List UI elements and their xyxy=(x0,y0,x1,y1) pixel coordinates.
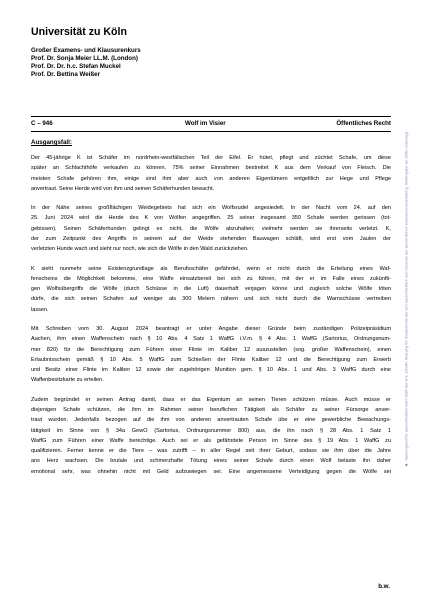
professor-name: Prof. Dr. Sonja Meier LL.M. (London) xyxy=(31,55,138,63)
text-line: ans Herz wachsen. Die brutale und schmerzhafte Tötung eines seiner Schafe durch einen Wolf belaste ihn daher xyxy=(31,458,391,465)
text-line: Mit Schreiben vom 30. August 2024 beantragt er unter Angabe dieser Gründe beim zuständigen Polizeipräsidium xyxy=(31,326,391,333)
course-name: Großer Examens- und Klausurenkurs xyxy=(31,47,141,54)
paragraph xyxy=(31,153,391,194)
header-rule-bottom xyxy=(31,131,391,132)
header-rule-top xyxy=(31,116,391,117)
text-line: Erlaubnisschein gemäß § 10 Abs. 5 WaffG zum Schießen der Flinte Kaliber 12 und die Berechtigung zum Erwerb xyxy=(31,356,391,363)
case-code: C – 946 xyxy=(31,120,53,127)
paragraph xyxy=(31,324,391,386)
side-notice xyxy=(400,32,412,566)
text-line: In der Nähe seines großflächigen Weidegebiets hat sich ein Wolfsrudel angesiedelt. In der Nacht vom 24. auf den xyxy=(31,205,391,212)
text-line: der zum Zeitpunkt des Angriffs in seinem auf der Weide stehenden Bauwagen schläft, wird erst vom Jaulen der xyxy=(31,235,391,242)
text-line: WaffG zum Führen einer Waffe berechtige. Auch sei er als gefährdete Person im Sinne des § 19 Abs. 1 WaffG zu xyxy=(31,437,391,444)
section-title: Ausgangsfall: xyxy=(31,139,72,146)
turn-page-note: b.w. xyxy=(378,583,390,590)
text-line: gen Wolfsübergriffs die Wölfe (durch Schüsse in die Luft) dauerhaft verjagen könne und zugleich solche Wölfe töten xyxy=(31,286,391,293)
case-title: Wolf im Visier xyxy=(185,120,226,127)
text-line: K sieht nunmehr seine Existenzgrundlage als Berufsschäfer gefährdet, wenn er nicht durch die Erteilung eines Waf- xyxy=(31,265,391,272)
side-notice-text-wrap xyxy=(404,131,409,467)
text-line: Aachen, ihm einen Waffenschein nach § 10 Abs. 4 Satz 1 WaffG i.V.m. § 4 Abs. 1 WaffG (Sartorius, Ordnungsnum- xyxy=(31,336,391,343)
usage-rights-notice: Nutzungsrechte ausschließlich beim SBR der Uni. Erteilte Nutzung für Studierende der Uni ausschließlich zum Zwecke der persönlichen Examensvorbereitung. Weitergabe an Dritte untersagt. xyxy=(403,131,409,461)
case-text xyxy=(31,153,391,486)
text-line: traut wurden. Jedenfalls bezogen auf die ihm von anderen anvertrauten Schafe übe er eine gewerbliche Bewachungs- xyxy=(31,417,391,424)
text-line: und Besitz einer Flinte im Kaliber 12 sowie der zugehörigen Munition gem. § 10 Abs. 1 und Abs. 3 WaffG durch eine xyxy=(31,367,391,374)
text-line: 25. Juni 2024 wird die Herde des K von Wölfen angegriffen. 25 seiner insgesamt 350 Schafe werden gerissen (tot- xyxy=(31,215,391,222)
text-line: tätigkeit im Sinne von § 34a GewO (Sartorius, Ordnungsnummer 800) aus, die ihn nach § 28 Abs. 1 Satz 1 xyxy=(31,427,391,434)
text-line: Zudem begründet er seinen Antrag damit, dass er das Eigentum an seinen Tieren schützen müsse. Auch müsse er xyxy=(31,396,391,403)
text-line: lassen. xyxy=(31,306,49,313)
text-line: Waffenbesitzkarte zu erteilen. xyxy=(31,377,104,384)
course-staff-list xyxy=(31,47,141,79)
text-line: qualifizieren. Ferner kenne er die Tiere – was zutrifft – in aller Regel seit ihrer Geburt, sodass sie ihm über die Jahre xyxy=(31,448,391,454)
text-line: mer 820) für die Berechtigung zum Führen einer Flinte im Kaliber 12 auszustellen (sog. großer Waffenschein), einen xyxy=(31,346,391,353)
text-line: gebissen). Seinen Schäferhunden gelingt es nicht, die Wölfe abzuhalten; vielmehr werden sie ihrerseits verletzt. K, xyxy=(31,225,391,232)
paragraph xyxy=(31,203,391,254)
arrow-left-icon: ◀ xyxy=(403,463,409,467)
case-area: Öffentliches Recht xyxy=(336,120,391,127)
professor-name: Prof. Dr. Bettina Weißer xyxy=(31,71,100,79)
university-name: Universität zu Köln xyxy=(31,26,127,38)
text-line: Der 45-jährige K ist Schäfer im nordrhein-westfälischen Teil der Eifel. Er hütet, pflegt und züchtet Schafe, um diese xyxy=(31,155,391,161)
text-line: verletzten Hunde wach und sieht nur noch, wie sich die Wölfe in den Wald zurückziehen. xyxy=(31,246,249,253)
paragraph xyxy=(31,264,391,315)
text-line: meisten Schafe gehören ihm, einige sind ihm aber auch von anderen Eigentümern entgeltlich zur Hege und Pflege xyxy=(31,175,391,182)
text-line: fenscheins die Möglichkeit bekomme, eine Waffe einsatzbereit bei sich zu führen, mit der er im Falle eines zukünfti- xyxy=(31,275,391,282)
text-line: diejenigen Schafe schützen, die ihm im Rahmen seiner beruflichen Tätigkeit als Schäfer zu seiner Fürsorge anver- xyxy=(31,407,391,413)
text-line: später an Schlachthöfe verkaufen zu können. 75% seiner Einnahmen bestreitet K aus dem Verkauf von Fleisch. Die xyxy=(31,165,391,172)
text-line: anvertraut. Seine Herde wird von ihm und seinen Schäferhunden bewacht. xyxy=(31,185,215,192)
text-line: emotional sehr, was ohnehin nicht mit Geld aufzuwiegen sei. Eine angemessene Verteidigung gegen die Wölfe sei xyxy=(31,468,391,475)
professor-name: Prof. Dr. Dr. h.c. Stefan Muckel xyxy=(31,63,121,71)
paragraph xyxy=(31,395,391,477)
text-line: dürfe, die sich seinen Schafen auf weniger als 300 Metern nähern und sich nicht durch die Warnschüsse vertreiben xyxy=(31,296,391,303)
